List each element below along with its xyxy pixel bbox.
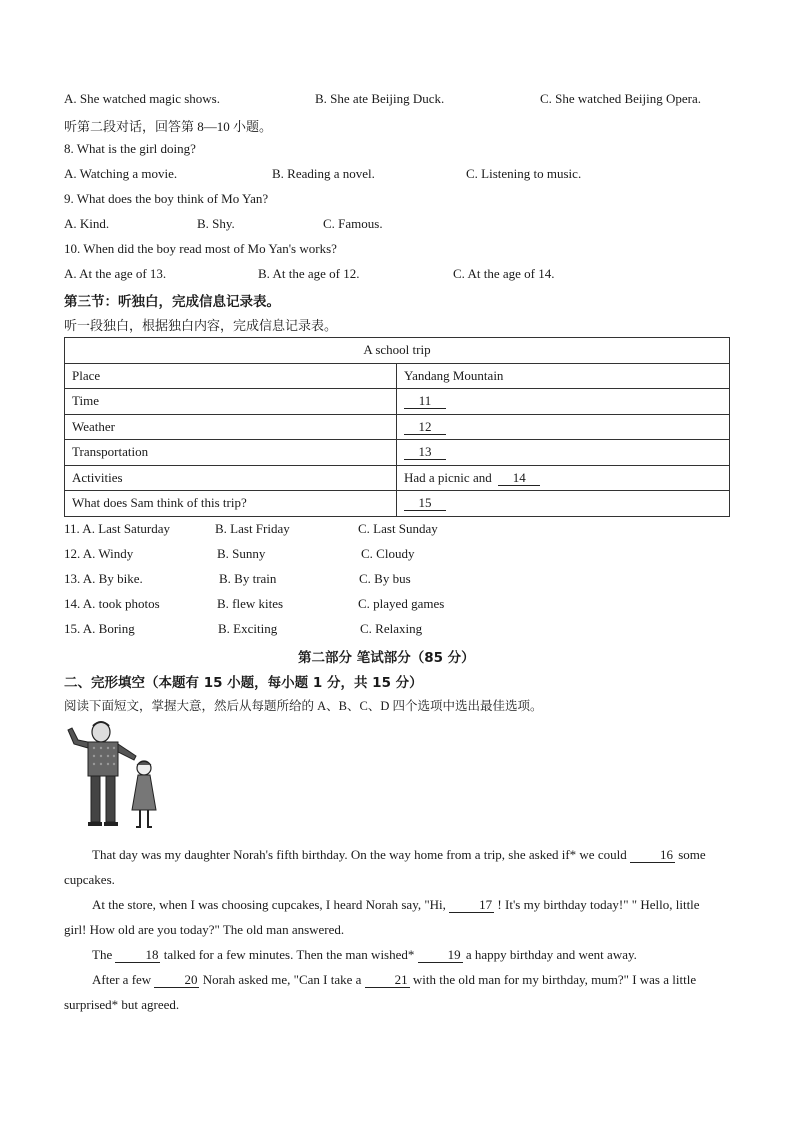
q10-option-b: B. At the age of 12.	[258, 266, 360, 281]
q13-option-a: 13. A. By bike.	[64, 571, 143, 586]
table-row	[65, 389, 730, 415]
q8-question: 8. What is the girl doing?	[64, 141, 196, 156]
activities-prefix: Had a picnic and	[404, 469, 492, 485]
q11-option-c: C. Last Sunday	[358, 521, 438, 536]
row-label-opinion: What does Sam think of this trip?	[65, 491, 397, 517]
row-label-activities: Activities	[65, 465, 397, 491]
q15-option-b: B. Exciting	[218, 621, 278, 636]
q12-option-b: B. Sunny	[217, 546, 266, 561]
q14-option-b: B. flew kites	[217, 596, 284, 611]
table-row	[65, 414, 730, 440]
q14-option-c: C. played games	[358, 596, 445, 611]
blank-11[interactable]: 11	[404, 394, 446, 409]
passage-text: a happy birthday and went away.	[465, 947, 637, 962]
q11-option-b: B. Last Friday	[215, 521, 290, 536]
blank-20[interactable]: 20	[154, 973, 199, 988]
q14-option-a: 14. A. took photos	[64, 596, 160, 611]
q10-question: 10. When did the boy read most of Mo Yan's works?	[64, 241, 337, 256]
dialog2-instruction: 听第二段对话，回答第 8—10 小题。	[64, 119, 273, 134]
q7-option-b: B. She ate Beijing Duck.	[315, 91, 445, 106]
row-label-weather: Weather	[65, 414, 397, 440]
cloze-title: 二、完形填空（本题有 15 小题，每小题 1 分，共 15 分）	[64, 675, 423, 691]
passage-text: The	[92, 947, 113, 962]
row-label-time: Time	[65, 389, 397, 415]
row-value-place: Yandang Mountain	[397, 363, 730, 389]
section3-instruction: 听一段独白，根据独白内容，完成信息记录表。	[64, 318, 338, 333]
blank-14[interactable]: 14	[498, 471, 540, 486]
blank-15[interactable]: 15	[404, 496, 446, 511]
q7-option-c: C. She watched Beijing Opera.	[540, 91, 702, 106]
q8-option-a: A. Watching a movie.	[64, 166, 178, 181]
q7-option-a: A. She watched magic shows.	[64, 91, 220, 106]
part2-title: 第二部分 笔试部分（85 分）	[298, 650, 475, 666]
blank-17[interactable]: 17	[449, 898, 494, 913]
cloze-instruction: 阅读下面短文，掌握大意，然后从每题所给的 A、B、C、D 四个选项中选出最佳选项。	[64, 699, 543, 713]
q9-option-b: B. Shy.	[197, 216, 235, 231]
man-and-girl-illustration	[64, 718, 164, 833]
passage-paragraph-3	[64, 942, 724, 967]
blank-21[interactable]: 21	[365, 973, 410, 988]
section3-title: 第三节：听独白，完成信息记录表。	[64, 294, 280, 310]
passage-text: little girl! How old are you today?" The old man answered.	[64, 897, 700, 937]
record-table	[64, 337, 730, 517]
passage-paragraph-4	[64, 967, 724, 1017]
q8-option-b: B. Reading a novel.	[272, 166, 375, 181]
blank-18[interactable]: 18	[115, 948, 160, 963]
table-row	[65, 465, 730, 491]
q9-option-c: C. Famous.	[323, 216, 383, 231]
q12-option-c: C. Cloudy	[361, 546, 415, 561]
row-label-transportation: Transportation	[65, 440, 397, 466]
q13-option-b: B. By train	[219, 571, 277, 586]
passage-paragraph-2	[64, 892, 724, 942]
q11-option-a: 11. A. Last Saturday	[64, 521, 171, 536]
passage-text: That day was my daughter Norah's fifth birthday. On the way home from a trip, she asked if* we could	[92, 847, 627, 862]
q15-option-c: C. Relaxing	[360, 621, 423, 636]
q12-option-a: 12. A. Windy	[64, 546, 134, 561]
record-table-title: A school trip	[65, 338, 730, 364]
passage-paragraph-1	[64, 842, 724, 892]
q13-option-c: C. By bus	[359, 571, 411, 586]
table-row	[65, 440, 730, 466]
blank-19[interactable]: 19	[418, 948, 463, 963]
passage-text: talked for a few minutes. Then the man wished*	[163, 947, 415, 962]
blank-13[interactable]: 13	[404, 445, 446, 460]
row-label-place: Place	[65, 363, 397, 389]
q9-option-a: A. Kind.	[64, 216, 110, 231]
passage-text: with the old man for my birthday, mum?" I was a	[412, 972, 670, 987]
record-table-header-row	[65, 338, 730, 364]
q9-question: 9. What does the boy think of Mo Yan?	[64, 191, 269, 206]
table-row	[65, 363, 730, 389]
q8-option-c: C. Listening to music.	[466, 166, 582, 181]
passage-text: At the store, when I was choosing cupcakes, I heard Norah say, "Hi,	[92, 897, 446, 912]
table-row	[65, 491, 730, 517]
passage-text: some cupcakes.	[64, 847, 706, 887]
q10-option-c: C. At the age of 14.	[453, 266, 555, 281]
q15-option-a: 15. A. Boring	[64, 621, 135, 636]
passage-text: little surprised* but agreed.	[64, 972, 697, 1012]
passage-text: After a few	[92, 972, 152, 987]
passage-text: ! It's my birthday today!" " Hello,	[497, 897, 673, 912]
q10-option-a: A. At the age of 13.	[64, 266, 167, 281]
blank-16[interactable]: 16	[630, 848, 675, 863]
passage-text: Norah asked me, "Can I take a	[202, 972, 362, 987]
blank-12[interactable]: 12	[404, 420, 446, 435]
